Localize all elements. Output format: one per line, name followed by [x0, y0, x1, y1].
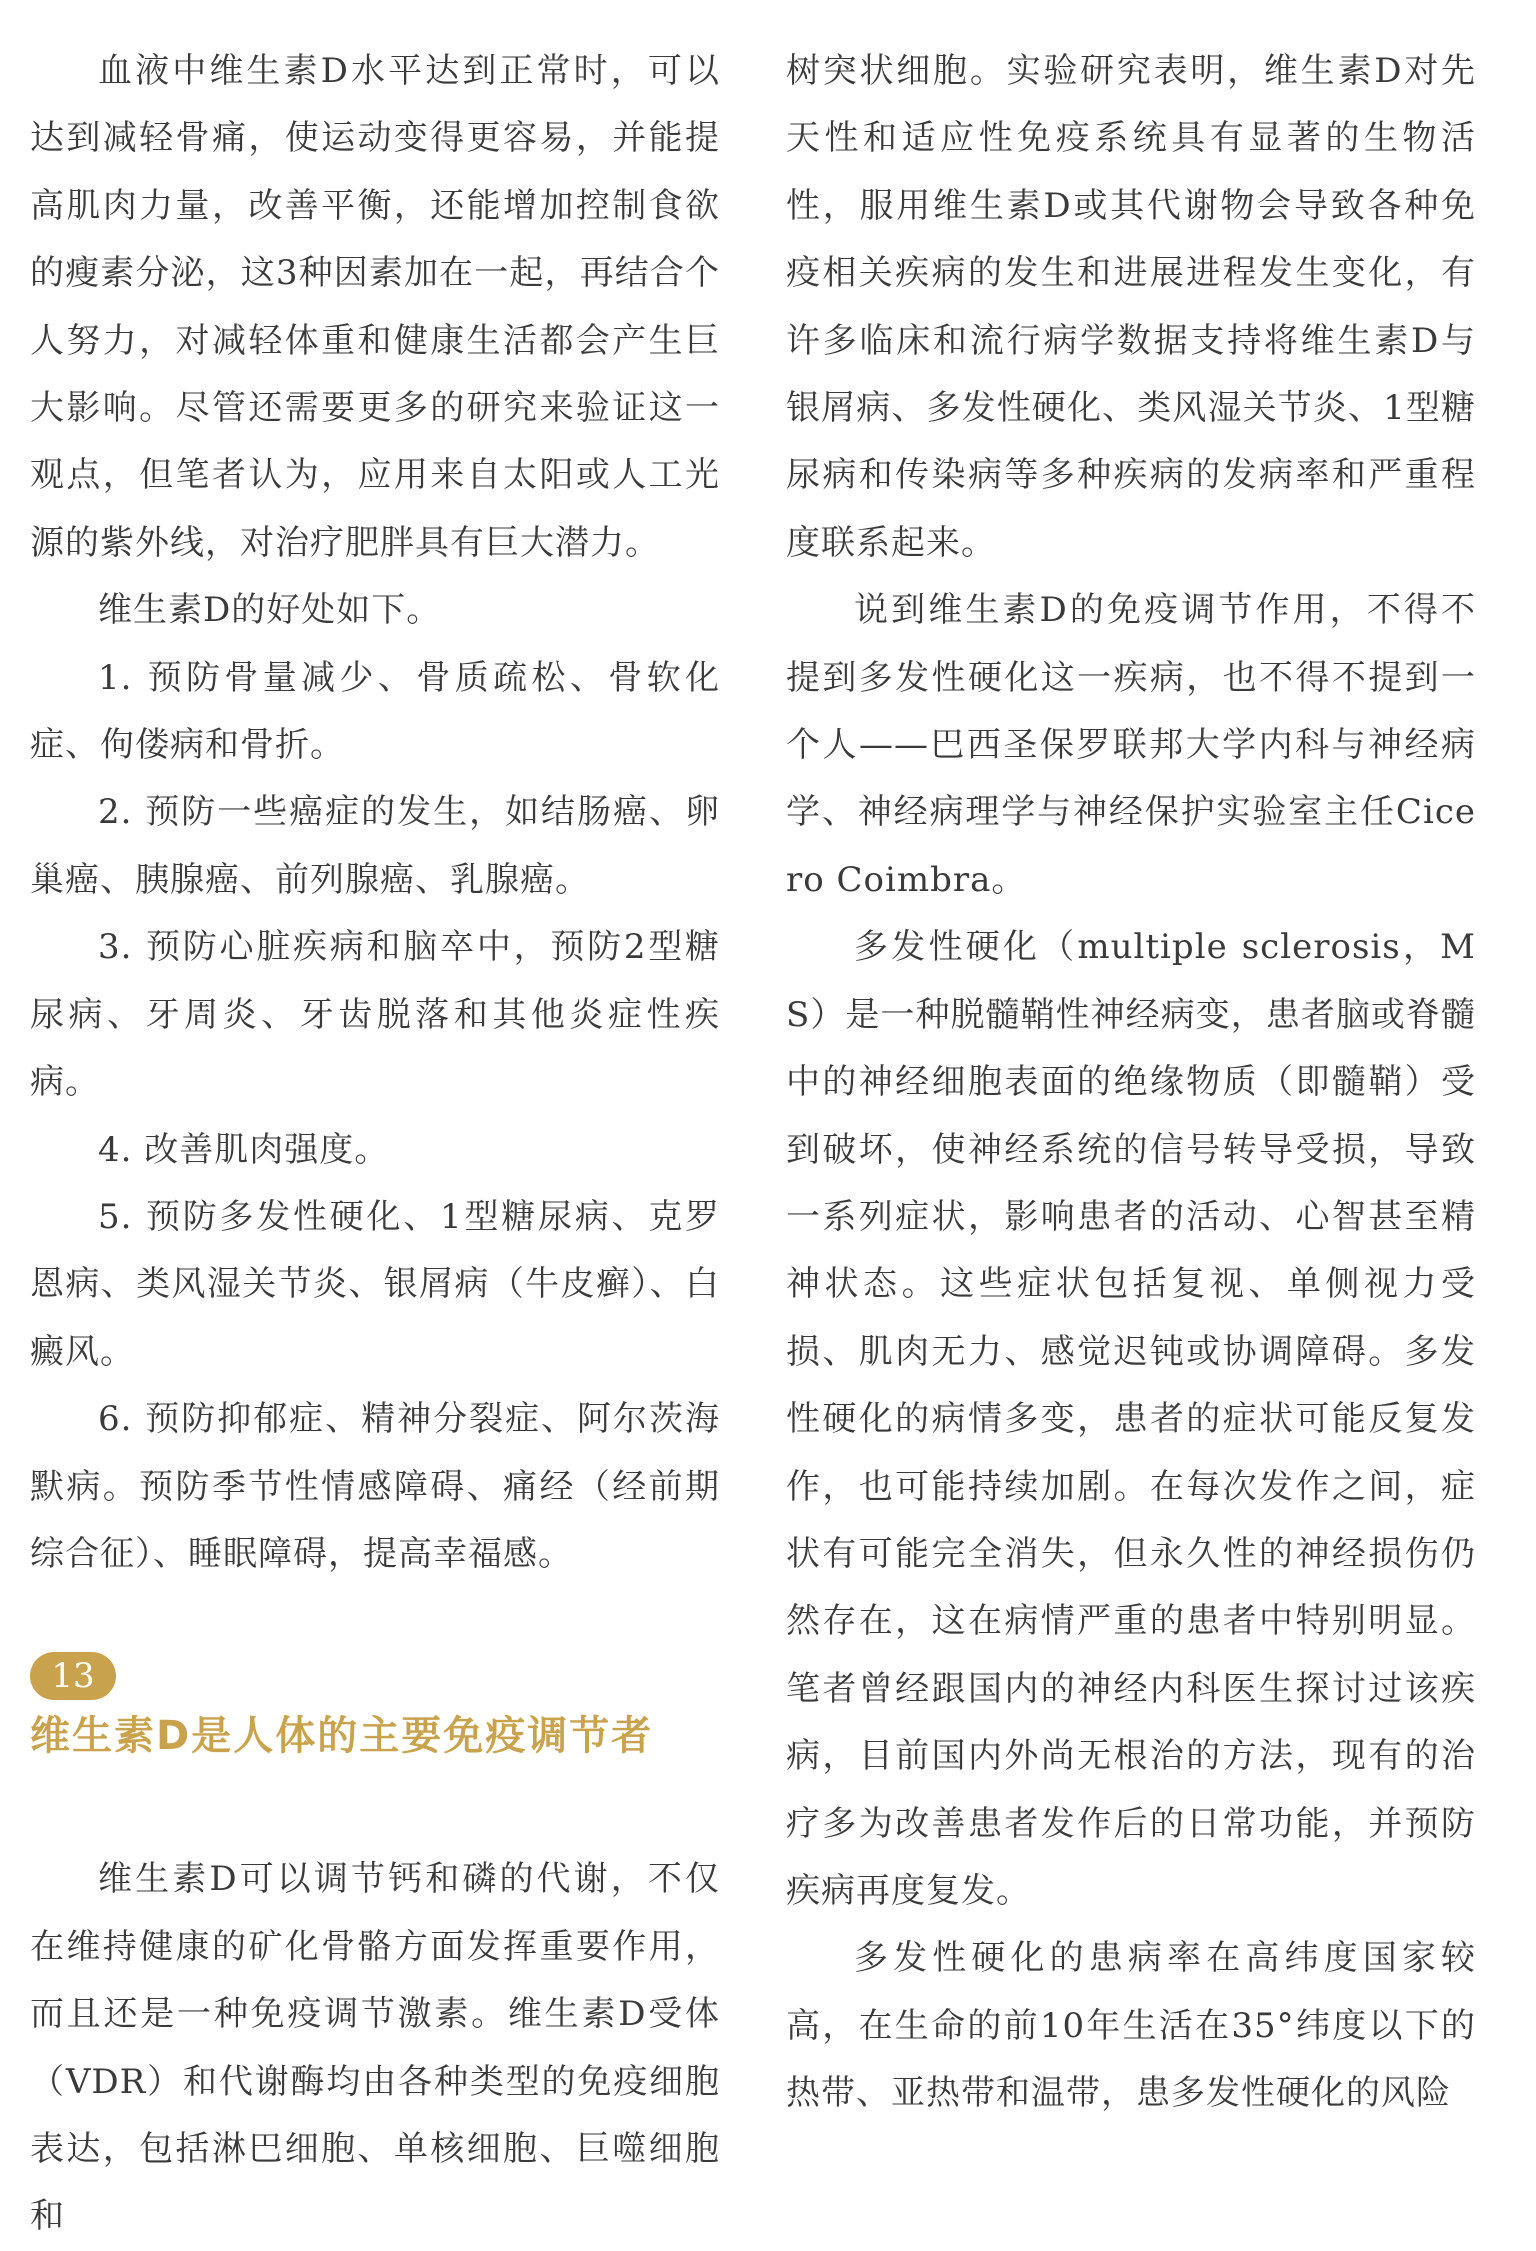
list-item: 4. 改善肌肉强度。 [98, 1129, 390, 1170]
left-column [30, 38, 720, 2251]
section-title: 维生素D是人体的主要免疫调节者 [30, 1713, 654, 1760]
paragraph: 维生素D的好处如下。 [98, 590, 442, 631]
list-item: 5. 预防多发性硬化、1型糖尿病、克罗恩病、类风湿关节炎、银屑病（牛皮癣）、白癜风。 [30, 1196, 720, 1372]
list-item: 1. 预防骨量减少、骨质疏松、骨软化症、佝偻病和骨折。 [30, 657, 720, 766]
paragraph: 血液中维生素D水平达到正常时，可以达到减轻骨痛，使运动变得更容易，并能提高肌肉力量，改善平衡，还能增加控制食欲的瘦素分泌，这3种因素加在一起，再结合个人努力，对减轻体重和健康生活都会产生巨大影响。尽管还需要更多的研究来验证这一观点，但笔者认为，应用来自太阳或人工光源的紫外线，对治疗肥胖具有巨大潜力。 [30, 51, 720, 563]
section-heading [30, 1652, 720, 1764]
paragraph: 说到维生素D的免疫调节作用，不得不提到多发性硬化这一疾病，也不得不提到一个人——巴西圣保罗联邦大学内科与神经病学、神经病理学与神经保护实验室主任Cicero Coimbra。 [786, 590, 1476, 900]
list-item: 3. 预防心脏疾病和脑卒中，预防2型糖尿病、牙周炎、牙齿脱落和其他炎症性疾病。 [30, 927, 720, 1103]
right-column [786, 38, 1476, 2128]
paragraph: 多发性硬化的患病率在高纬度国家较高，在生命的前10年生活在35°纬度以下的热带、亚热带和温带，患多发性硬化的风险 [786, 1938, 1476, 2114]
paragraph: 多发性硬化（multiple sclerosis，MS）是一种脱髓鞘性神经病变，患者脑或脊髓中的神经细胞表面的绝缘物质（即髓鞘）受到破坏，使神经系统的信号转导受损，导致一系列症状，影响患者的活动、心智甚至精神状态。这些症状包括复视、单侧视力受损、肌肉无力、感觉迟钝或协调障碍。多发性硬化的病情多变，患者的症状可能反复发作，也可能持续加剧。在每次发作之间，症状有可能完全消失，但永久性的神经损伤仍然存在，这在病情严重的患者中特别明显。笔者曾经跟国内的神经内科医生探讨过该疾病，目前国内外尚无根治的方法，现有的治疗多为改善患者发作后的日常功能，并预防疾病再度复发。 [786, 927, 1476, 1911]
list-item: 6. 预防抑郁症、精神分裂症、阿尔茨海默病。预防季节性情感障碍、痛经（经前期综合征）、睡眠障碍，提高幸福感。 [30, 1399, 720, 1574]
paragraph: 维生素D可以调节钙和磷的代谢，不仅在维持健康的矿化骨骼方面发挥重要作用，而且还是一种免疫调节激素。维生素D受体（VDR）和代谢酶均由各种类型的免疫细胞表达，包括淋巴细胞、单核细胞、巨噬细胞和 [30, 1859, 720, 2237]
section-number-badge: 13 [30, 1652, 116, 1700]
list-item: 2. 预防一些癌症的发生，如结肠癌、卵巢癌、胰腺癌、前列腺癌、乳腺癌。 [30, 792, 720, 900]
paragraph: 树突状细胞。实验研究表明，维生素D对先天性和适应性免疫系统具有显著的生物活性，服用维生素D或其代谢物会导致各种免疫相关疾病的发生和进展进程发生变化，有许多临床和流行病学数据支持将维生素D与银屑病、多发性硬化、类风湿关节炎、1型糖尿病和传染病等多种疾病的发病率和严重程度联系起来。 [786, 51, 1476, 563]
